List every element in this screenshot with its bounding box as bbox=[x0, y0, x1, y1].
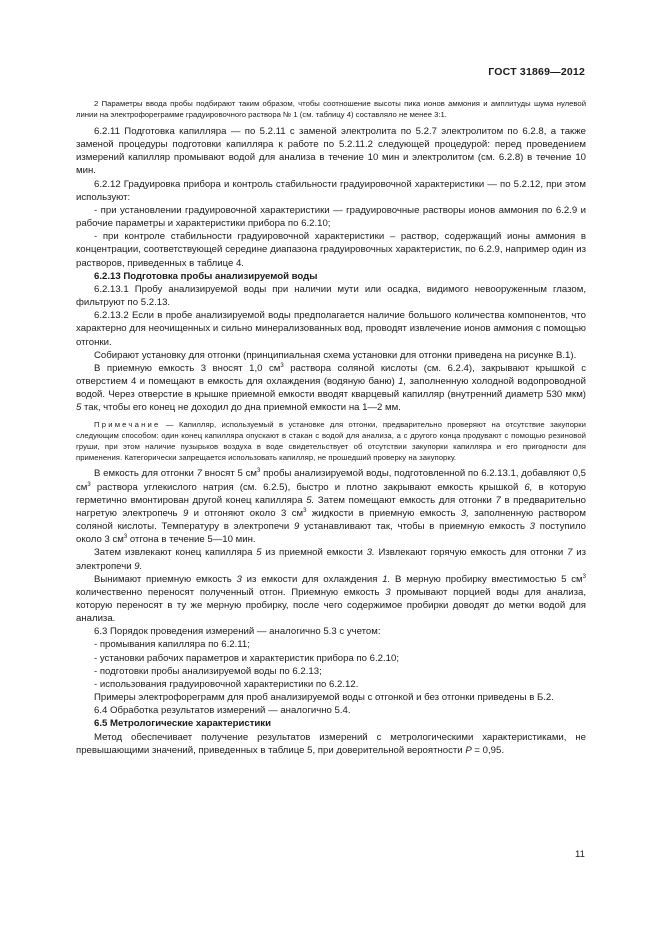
dist-text-3: пробы анализируемой воды, подготовленной по 6.2.13.1, добавляют 0,5 см bbox=[76, 468, 586, 493]
ref-7: 7 bbox=[196, 468, 202, 480]
assembly-paragraph: Собирают установку для отгонки (принципиальная схема установки для отгонки приведена на рисунке В.1). bbox=[94, 349, 577, 361]
note-text: — Капилляр, используемый в установке для отгонки, предварительно проверяют на отсутствие закупорки следующим способом: один конец капилляра опускают в стакан с водой для анализа, а с другого конца продувают с помощью резиновой груши, при этом наличие пузырьков воздуха в воде свидетельствует об отсутствии закупорки капилляра и его пригодности для применения. Категорически запрещается использовать капилляр, не прошедший проверку на закупорку. bbox=[76, 420, 586, 463]
note-2: 2 Параметры ввода пробы подбирают таким образом, чтобы соотношение высоты пика ионов аммония и амплитуды шума нулевой линии на электрофореграмме градуировочного раствора № 1 (см. таблицу 4) составляло не менее 3:1. bbox=[76, 99, 586, 119]
heading-6-2-13 bbox=[76, 270, 586, 283]
method-text-2: = 0,95. bbox=[471, 744, 504, 756]
receiver-paragraph bbox=[76, 362, 586, 415]
dist-text-12: поступило около 3 см bbox=[76, 521, 586, 546]
clause-6-2-11: 6.2.11 Подготовка капилляра — по 5.2.11 с заменой электролита по 5.2.7 электролитом по 6.2.8, а также заменой процедуры подготовки капилляра к работе по 5.2.11.2 следующей процедурой: перед проведением измерений капилляр промывают водой для анализа в течение 10 мин и электролитом (см. 6.2.8) в течение 10 мин. bbox=[76, 126, 586, 177]
heading-6-5-text: 6.5 Метрологические характеристики bbox=[94, 718, 272, 730]
ref-7: 7 bbox=[567, 547, 573, 559]
ref-3: 3. bbox=[366, 547, 375, 559]
superscript-3: 3 bbox=[257, 468, 261, 475]
dist-text-1: В емкость для отгонки bbox=[94, 468, 197, 480]
dist-text-2: вносят 5 см bbox=[201, 468, 258, 480]
ref-3: 3, bbox=[460, 507, 469, 519]
extract-text-1: Затем извлекают конец капилляра bbox=[94, 547, 257, 559]
remove-text-1: Вынимают приемную емкость bbox=[94, 573, 237, 585]
heading-6-2-13-text: 6.2.13 Подготовка пробы анализируемой воды bbox=[94, 270, 318, 282]
receiver-text-3: заполненную холодной водопроводной водой. Через отверстие в крышке приемной емкости вводят кварцевый капилляр (внутренний диаметр 530 мкм) bbox=[76, 375, 586, 401]
clause-6-2-13-1: 6.2.13.1 Пробу анализируемой воды при наличии мути или осадка, видимого невооруженным глазом, фильтруют по 5.2.13. bbox=[76, 283, 586, 309]
ref-5: 5 bbox=[256, 547, 262, 559]
method-paragraph bbox=[76, 731, 586, 757]
ref-1: 1. bbox=[382, 573, 391, 585]
clause-6-4: 6.4 Обработка результатов измерений — аналогично 5.4. bbox=[94, 705, 351, 717]
dist-text-10: заполненную раствором соляной кислоты. Температуру в электропечи bbox=[76, 507, 586, 533]
distillation-paragraph bbox=[76, 467, 586, 546]
extract-text-3: Извлекают горячую емкость для отгонки bbox=[374, 547, 568, 559]
remove-text-5: промывают порцией воды для анализа, которую переносят в ту же мерную пробирку, после чего содержимое пробирки доводят до метки водой для анализа. bbox=[76, 586, 586, 625]
extract-text-4: из электропечи bbox=[76, 547, 586, 572]
receiver-text-1: В приемную емкость 3 вносят 1,0 см bbox=[94, 362, 281, 374]
method-text-1: Метод обеспечивает получение результатов измерений с метрологическими характеристиками, не превышающими значений, приведенных в таблице 5, при доверительной вероятности bbox=[76, 731, 586, 756]
clause-6-3-item-a: - промывания капилляра по 6.2.11; bbox=[94, 639, 250, 651]
ref-3: 3 bbox=[385, 586, 391, 598]
ref-5: 5. bbox=[306, 494, 315, 506]
clause-6-3-item-c: - подготовки пробы анализируемой воды по 6.2.13; bbox=[94, 665, 322, 677]
superscript-3: 3 bbox=[123, 534, 128, 541]
capillary-note bbox=[76, 419, 586, 463]
clause-6-3-item-b: - установки рабочих параметров и характеристик прибора по 6.2.10; bbox=[94, 652, 400, 664]
symbol-p: P bbox=[465, 744, 472, 756]
extract-text-2: из приемной емкости bbox=[261, 547, 367, 559]
superscript-3: 3 bbox=[280, 362, 284, 369]
ref-7: 7 bbox=[495, 494, 501, 506]
dist-text-7: в предварительно нагретую электропечь bbox=[76, 494, 586, 519]
ref-9: 9 bbox=[294, 521, 300, 533]
ref-1: 1, bbox=[398, 375, 407, 387]
dist-text-6: Затем помещают емкость для отгонки bbox=[314, 494, 496, 506]
clause-6-3-item-d: - использования градуировочной характеристики по 6.2.12. bbox=[94, 678, 359, 690]
remove-text-3: В мерную пробирку вместимостью 5 см bbox=[390, 573, 583, 585]
ref-9: 9. bbox=[134, 560, 143, 572]
document-header: ГОСТ 31869—2012 bbox=[488, 66, 585, 78]
ref-5: 5 bbox=[76, 402, 82, 414]
dist-text-11: устанавливают так, чтобы в приемную емкость bbox=[299, 521, 530, 533]
dist-text-8: и отгоняют около 3 см bbox=[188, 507, 304, 519]
clause-6-3: 6.3 Порядок проведения измерений — аналогично 5.3 с учетом: bbox=[94, 626, 381, 638]
dist-text-4: раствора углекислого натрия (см. 6.2.5), быстро и плотно закрывают емкость крышкой bbox=[90, 481, 525, 493]
superscript-3: 3 bbox=[582, 573, 586, 580]
dist-text-13: отгона в течение 5—10 мин. bbox=[127, 534, 256, 546]
extract-paragraph bbox=[76, 546, 586, 572]
dist-text-9: жидкости в приемную емкость bbox=[306, 507, 461, 519]
remove-paragraph bbox=[76, 573, 586, 626]
examples-paragraph: Примеры электрофореграмм для проб анализируемой воды с отгонкой и без отгонки приведены в Б.2. bbox=[94, 692, 554, 704]
remove-text-2: из емкости для охлаждения bbox=[241, 573, 383, 585]
superscript-3: 3 bbox=[87, 481, 91, 488]
superscript-3: 3 bbox=[303, 507, 307, 514]
page-body bbox=[76, 98, 586, 757]
clause-6-2-12: 6.2.12 Градуировка прибора и контроль стабильности градуировочной характеристики — по 5.2.12, при этом используют: bbox=[76, 178, 586, 203]
receiver-text-4: так, чтобы его конец не доходил до дна приемной емкости на 1—2 мм. bbox=[81, 402, 401, 414]
remove-text-4: количественно переносят полученный отгон. Приемную емкость bbox=[76, 586, 386, 598]
receiver-text-2: раствора соляной кислоты (см. 6.2.4), закрывают крышкой с отверстием 4 и помещают в емкость для охлаждения (водяную баню) bbox=[76, 362, 586, 387]
clause-6-2-12-item-b: - при контроле стабильности градуировочной характеристики – раствор, содержащий ионы аммония в концентрации, соответствующей середине диапазона градуировочных характеристик, по 6.2.9, например один из растворов, приведенных в таблице 4. bbox=[76, 231, 586, 269]
clause-6-2-13-2: 6.2.13.2 Если в пробе анализируемой воды предполагается наличие большого количества компонентов, что характерно для неочищенных и сильно минерализованных вод, проводят извлечение ионов аммония с помощью отгонки. bbox=[76, 310, 586, 348]
ref-3: 3 bbox=[236, 573, 242, 585]
note-label: Примечание bbox=[94, 420, 161, 430]
ref-3: 3 bbox=[529, 521, 535, 533]
clause-6-2-12-item-a: - при установлении градуировочной характеристики — градуировочные растворы ионов аммония по 6.2.9 и рабочие параметры и характеристики прибора по 6.2.10; bbox=[76, 204, 586, 230]
ref-9: 9 bbox=[182, 507, 189, 519]
page-number: 11 bbox=[575, 849, 585, 860]
ref-6: 6, bbox=[524, 481, 533, 493]
heading-6-5 bbox=[76, 717, 586, 730]
dist-text-5: в которую герметично вмонтирован другой конец капилляра bbox=[76, 481, 586, 506]
